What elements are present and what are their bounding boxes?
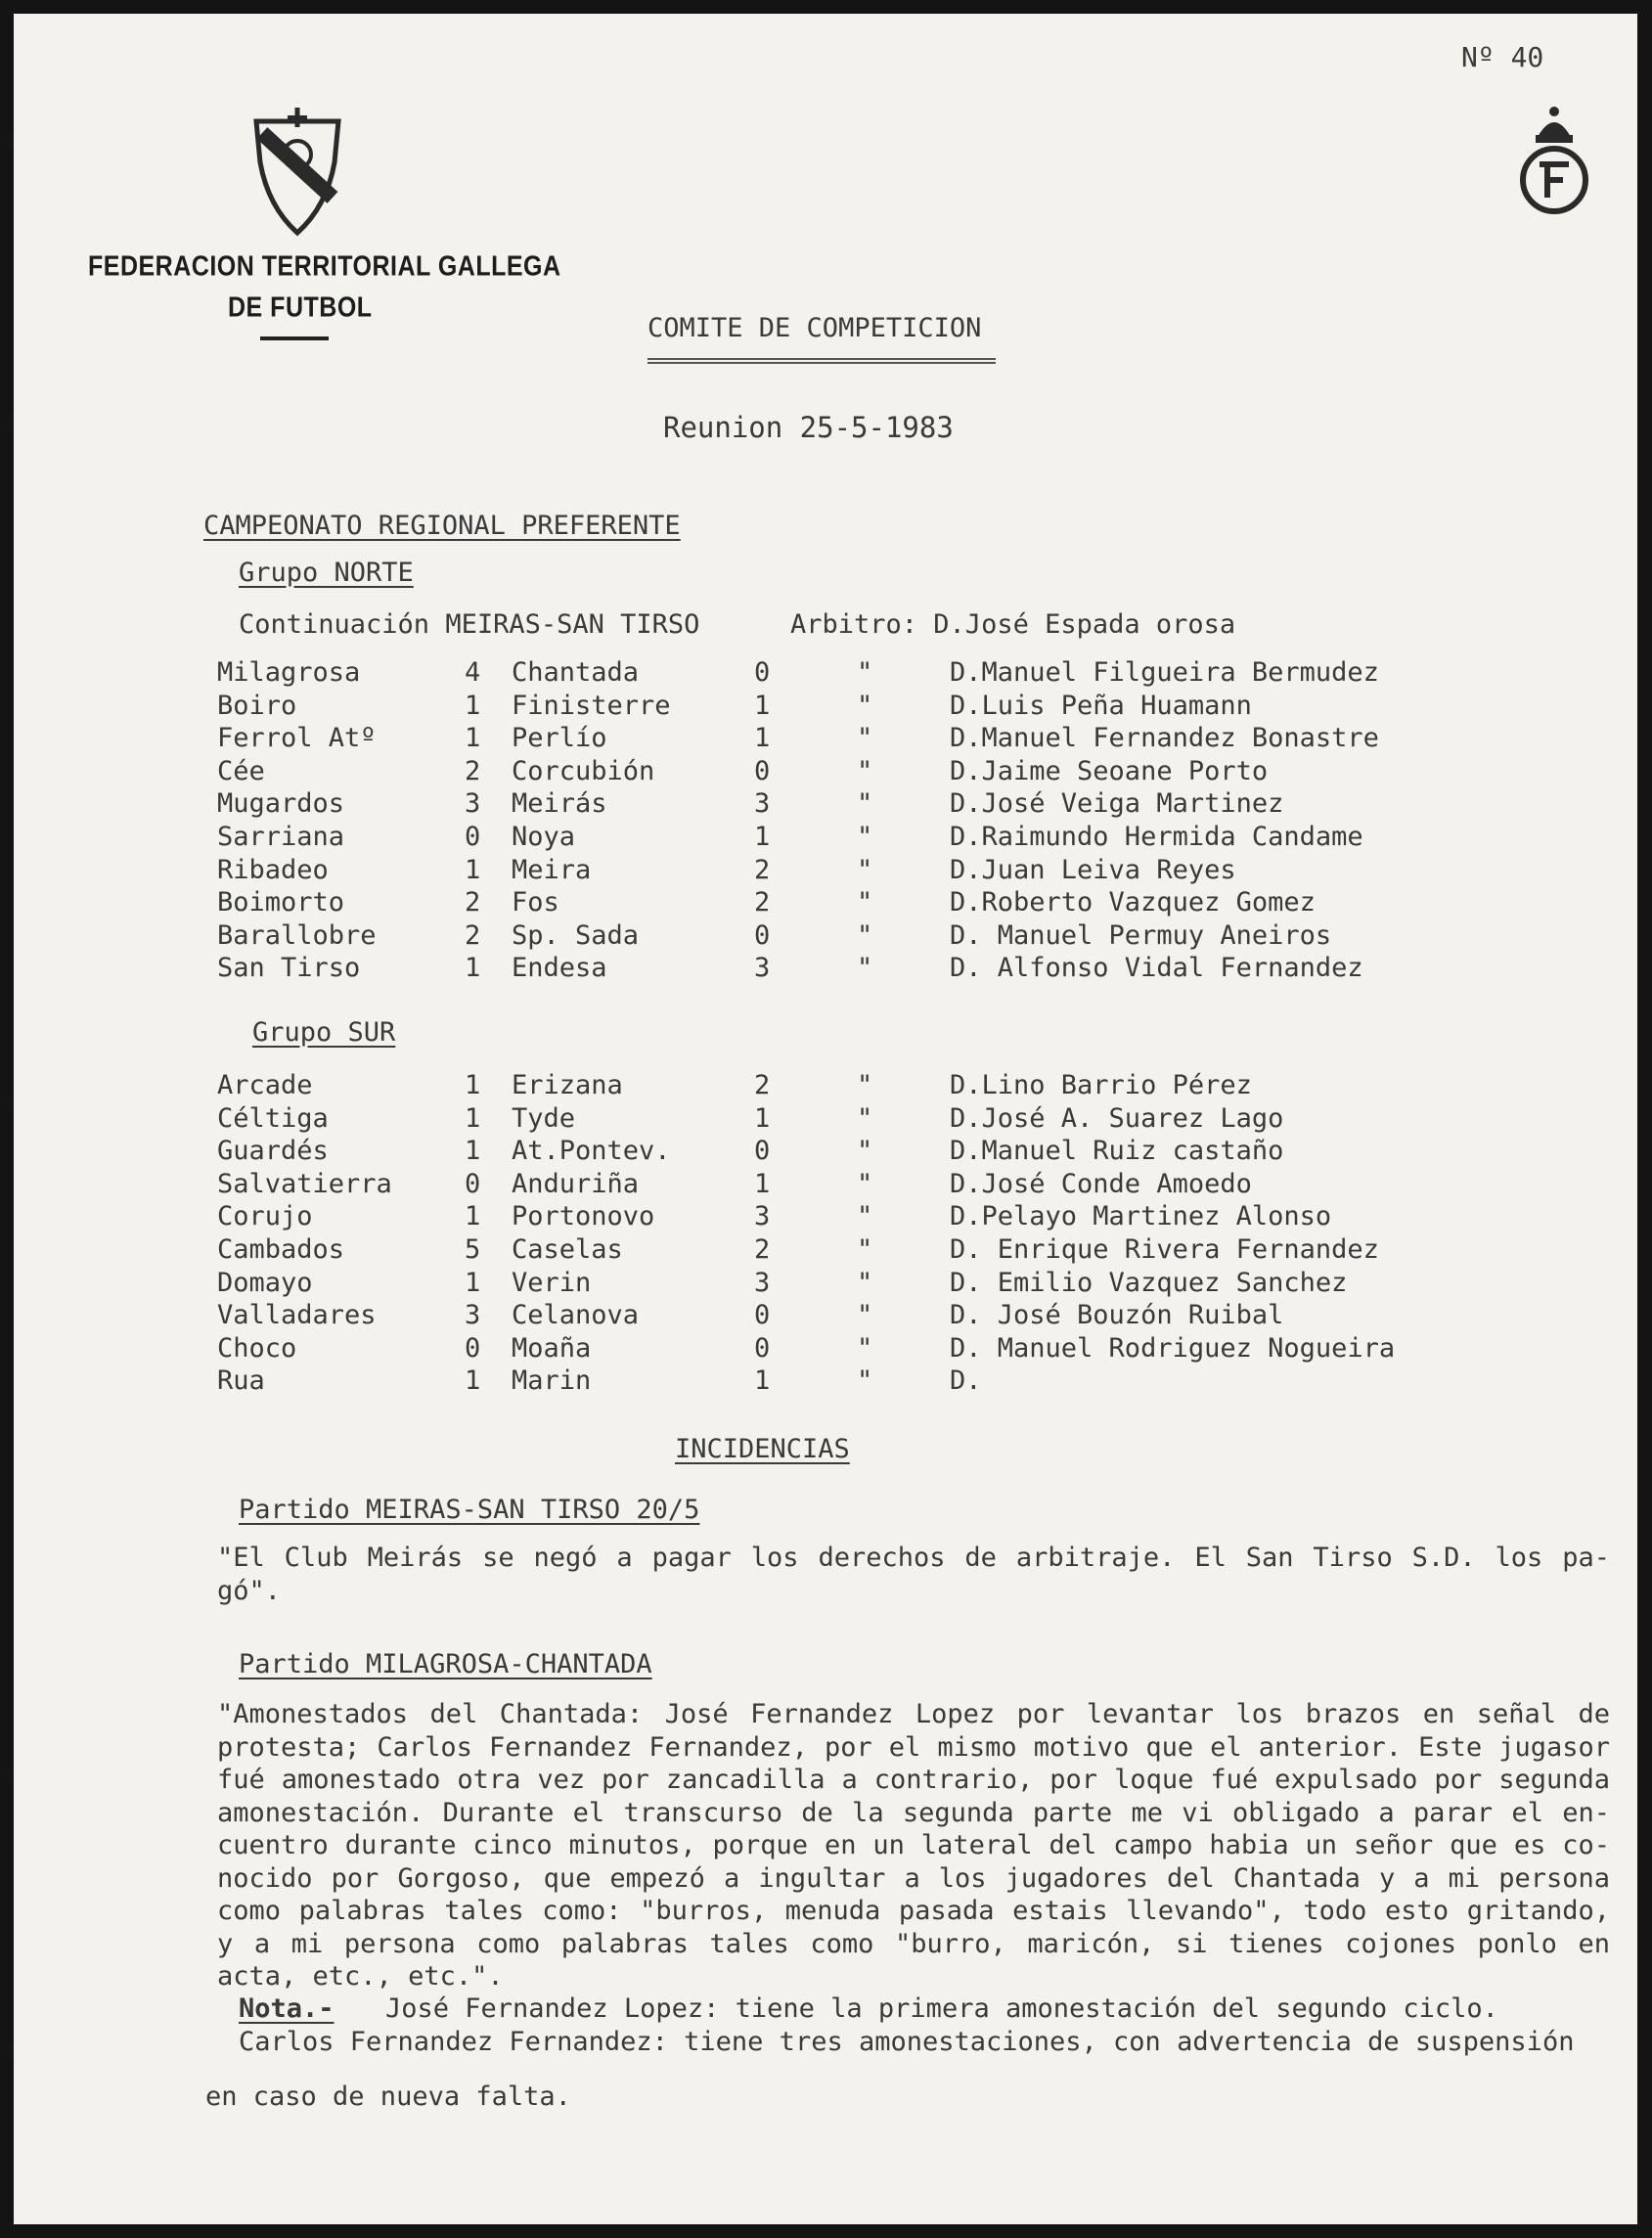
team-home: Milagrosa (217, 657, 361, 688)
score-away: 0 (754, 1332, 771, 1364)
org-name-line2: DE FUTBOL (228, 291, 373, 324)
referee-name: D. José Bouzón Ruibal (950, 1300, 1284, 1331)
match-row (14, 788, 1481, 822)
score-away: 3 (754, 1267, 771, 1298)
ditto-mark: " (857, 919, 873, 951)
incident-heading: Partido MEIRAS-SAN TIRSO 20/5 (239, 1495, 700, 1525)
continuation-match: Continuación MEIRAS-SAN TIRSO (239, 609, 700, 640)
referee-name: D.Lino Barrio Pérez (950, 1070, 1252, 1100)
team-away: Erizana (512, 1070, 623, 1100)
team-home: Ribadeo (217, 854, 329, 885)
referee-name: D.Jaime Seoane Porto (950, 755, 1269, 786)
ditto-mark: " (857, 788, 873, 820)
score-away: 2 (754, 887, 771, 918)
team-home: Domayo (217, 1267, 313, 1298)
match-row (14, 1365, 1481, 1399)
group-south-title: Grupo SUR (252, 1017, 396, 1048)
referee-name: D. Emilio Vazquez Sanchez (950, 1267, 1348, 1298)
referee-name: D.José A. Suarez Lago (950, 1102, 1284, 1134)
score-away: 3 (754, 953, 771, 984)
score-home: 2 (465, 887, 481, 918)
match-row (14, 1103, 1481, 1137)
referee-name: D.Juan Leiva Reyes (950, 854, 1236, 885)
match-row (14, 1169, 1481, 1202)
championship-title: CAMPEONATO REGIONAL PREFERENTE (203, 511, 681, 541)
score-home: 0 (465, 1332, 481, 1364)
score-away: 2 (754, 1070, 771, 1100)
team-home: Choco (217, 1332, 297, 1364)
team-away: Meirás (512, 788, 607, 820)
team-home: San Tirso (217, 953, 361, 984)
score-away: 3 (754, 1201, 771, 1232)
score-home: 1 (465, 723, 481, 754)
note-label: Nota.- (239, 1993, 335, 2024)
committee-title: COMITE DE COMPETICION (647, 313, 982, 343)
referee-name: D. Manuel Rodriguez Nogueira (950, 1332, 1396, 1364)
referee-name: D.José Conde Amoedo (950, 1168, 1252, 1199)
ditto-mark: " (857, 854, 873, 885)
score-home: 1 (465, 1102, 481, 1134)
score-home: 1 (465, 1201, 481, 1232)
team-home: Valladares (217, 1300, 377, 1331)
ditto-mark: " (857, 822, 873, 852)
team-away: Meira (512, 854, 592, 885)
team-home: Guardés (217, 1136, 329, 1167)
ditto-mark: " (857, 690, 873, 721)
match-row (14, 855, 1481, 888)
score-home: 3 (465, 1300, 481, 1331)
score-home: 4 (465, 657, 481, 688)
team-away: Corcubión (512, 755, 655, 786)
referee-name: D.Raimundo Hermida Candame (950, 822, 1363, 852)
referee-name: D.Pelayo Martinez Alonso (950, 1201, 1332, 1232)
referee-name: D.José Veiga Martinez (950, 788, 1284, 820)
score-away: 1 (754, 1102, 771, 1134)
federation-shield-logo (248, 104, 346, 241)
score-away: 0 (754, 919, 771, 951)
referee-name: D. Enrique Rivera Fernandez (950, 1234, 1379, 1265)
team-home: Corujo (217, 1201, 313, 1232)
note-line: Carlos Fernandez Fernandez: tiene tres amonestaciones, con advertencia de suspensión (239, 2027, 1575, 2057)
match-row (14, 1201, 1481, 1234)
referee-name: D. Alfonso Vidal Fernandez (950, 953, 1363, 984)
team-away: Verin (512, 1267, 592, 1298)
referee-name: D. Manuel Permuy Aneiros (950, 919, 1332, 951)
meeting-date: Reunion 25-5-1983 (663, 411, 954, 444)
document-page (14, 14, 1637, 2224)
score-home: 1 (465, 953, 481, 984)
score-home: 1 (465, 690, 481, 721)
ditto-mark: " (857, 755, 873, 786)
org-divider (260, 336, 329, 340)
team-away: Sp. Sada (512, 919, 640, 951)
incident-heading: Partido MILAGROSA-CHANTADA (239, 1649, 652, 1679)
score-away: 0 (754, 1136, 771, 1167)
match-row (14, 756, 1481, 789)
team-away: Endesa (512, 953, 607, 984)
org-name-line1: FEDERACION TERRITORIAL GALLEGA (88, 250, 561, 283)
score-home: 1 (465, 1365, 481, 1397)
document-number: Nº 40 (1461, 41, 1544, 73)
team-away: Marin (512, 1365, 592, 1397)
team-away: Finisterre (512, 690, 671, 721)
match-row (14, 723, 1481, 756)
note-line: en caso de nueva falta. (205, 2081, 571, 2112)
ditto-mark: " (857, 1365, 873, 1397)
ditto-mark: " (857, 1070, 873, 1100)
score-away: 0 (754, 1300, 771, 1331)
ditto-mark: " (857, 723, 873, 754)
team-away: Tyde (512, 1102, 576, 1134)
match-row (14, 1333, 1481, 1366)
score-away: 0 (754, 755, 771, 786)
title-double-underline (647, 358, 996, 364)
ditto-mark: " (857, 1234, 873, 1265)
team-home: Sarriana (217, 822, 345, 852)
team-away: Noya (512, 822, 576, 852)
ditto-mark: " (857, 1168, 873, 1199)
referee-name: D.Luis Peña Huamann (950, 690, 1252, 721)
score-home: 1 (465, 1070, 481, 1100)
score-away: 1 (754, 822, 771, 852)
team-away: Portonovo (512, 1201, 655, 1232)
score-away: 2 (754, 854, 771, 885)
note-line: José Fernandez Lopez: tiene la primera amonestación del segundo ciclo. (385, 1993, 1498, 2024)
score-away: 2 (754, 1234, 771, 1265)
incident-text: "El Club Meirás se negó a pagar los derechos de arbitraje. El San Tirso S.D. los pa-gó". (217, 1543, 1610, 1606)
ditto-mark: " (857, 1102, 873, 1134)
team-away: At.Pontev. (512, 1136, 671, 1167)
team-home: Salvatierra (217, 1168, 392, 1199)
score-away: 1 (754, 1168, 771, 1199)
incidents-title: INCIDENCIAS (675, 1434, 850, 1464)
team-away: Celanova (512, 1300, 640, 1331)
score-home: 1 (465, 1136, 481, 1167)
match-row (14, 822, 1481, 855)
team-home: Cée (217, 755, 265, 786)
score-away: 3 (754, 788, 771, 820)
team-home: Ferrol Atº (217, 723, 377, 754)
team-away: Caselas (512, 1234, 623, 1265)
score-home: 3 (465, 788, 481, 820)
score-away: 1 (754, 723, 771, 754)
match-row (14, 1268, 1481, 1301)
match-row (14, 1136, 1481, 1169)
ditto-mark: " (857, 1300, 873, 1331)
ditto-mark: " (857, 1136, 873, 1167)
score-home: 1 (465, 854, 481, 885)
team-home: Mugardos (217, 788, 345, 820)
team-home: Rua (217, 1365, 265, 1397)
score-home: 1 (465, 1267, 481, 1298)
match-row (14, 1234, 1481, 1268)
group-north-title: Grupo NORTE (239, 558, 414, 588)
match-row (14, 1300, 1481, 1333)
team-away: Moaña (512, 1332, 592, 1364)
referee-name: D.Manuel Fernandez Bonastre (950, 723, 1379, 754)
ditto-mark: " (857, 1201, 873, 1232)
score-home: 2 (465, 919, 481, 951)
team-away: Perlío (512, 723, 607, 754)
match-row (14, 887, 1481, 920)
ditto-mark: " (857, 887, 873, 918)
team-home: Céltiga (217, 1102, 329, 1134)
referee-name: D.Manuel Filgueira Bermudez (950, 657, 1379, 688)
match-row (14, 1070, 1481, 1103)
ditto-mark: " (857, 657, 873, 688)
match-row (14, 657, 1481, 691)
score-away: 1 (754, 1365, 771, 1397)
match-row (14, 691, 1481, 724)
team-away: Chantada (512, 657, 640, 688)
ditto-mark: " (857, 953, 873, 984)
incident-text: "Amonestados del Chantada: José Fernandez Lopez por levantar los brazos en señal de protesta; Carlos Fernandez Fernandez, por el mismo motivo que el anterior. Este jugasor fué amonestado otra vez por zancadilla a contrario, por loque fué expulsado por segunda amonestación. Durante el transcurso de la segunda parte me vi obligado a parar el en-cuentro durante cinco minutos, porque en un lateral del campo habia un señor que es co-nocido por Gorgoso, que empezó a ingultar a los jugadores del Chantada y a mi persona como palabras tales como: "burros, menuda pasada estais llevando", todo esto gritando, y a mi persona como palabras tales como "burro, maricón, si tienes cojones ponlo en acta, etc., etc.". (217, 1699, 1610, 1992)
ditto-mark: " (857, 1332, 873, 1364)
referee-name: D. (950, 1365, 982, 1397)
match-row (14, 920, 1481, 954)
team-home: Boiro (217, 690, 297, 721)
score-home: 2 (465, 755, 481, 786)
continuation-referee: Arbitro: D.José Espada orosa (790, 609, 1236, 640)
score-away: 0 (754, 657, 771, 688)
score-home: 5 (465, 1234, 481, 1265)
team-home: Barallobre (217, 919, 377, 951)
team-away: Anduriña (512, 1168, 640, 1199)
team-home: Cambados (217, 1234, 345, 1265)
score-home: 0 (465, 822, 481, 852)
match-row (14, 953, 1481, 986)
score-home: 0 (465, 1168, 481, 1199)
score-away: 1 (754, 690, 771, 721)
team-away: Fos (512, 887, 559, 918)
referee-name: D.Manuel Ruiz castaño (950, 1136, 1284, 1167)
team-home: Arcade (217, 1070, 313, 1100)
ditto-mark: " (857, 1267, 873, 1298)
team-home: Boimorto (217, 887, 345, 918)
royal-crest-icon (1510, 98, 1598, 225)
referee-name: D.Roberto Vazquez Gomez (950, 887, 1316, 918)
